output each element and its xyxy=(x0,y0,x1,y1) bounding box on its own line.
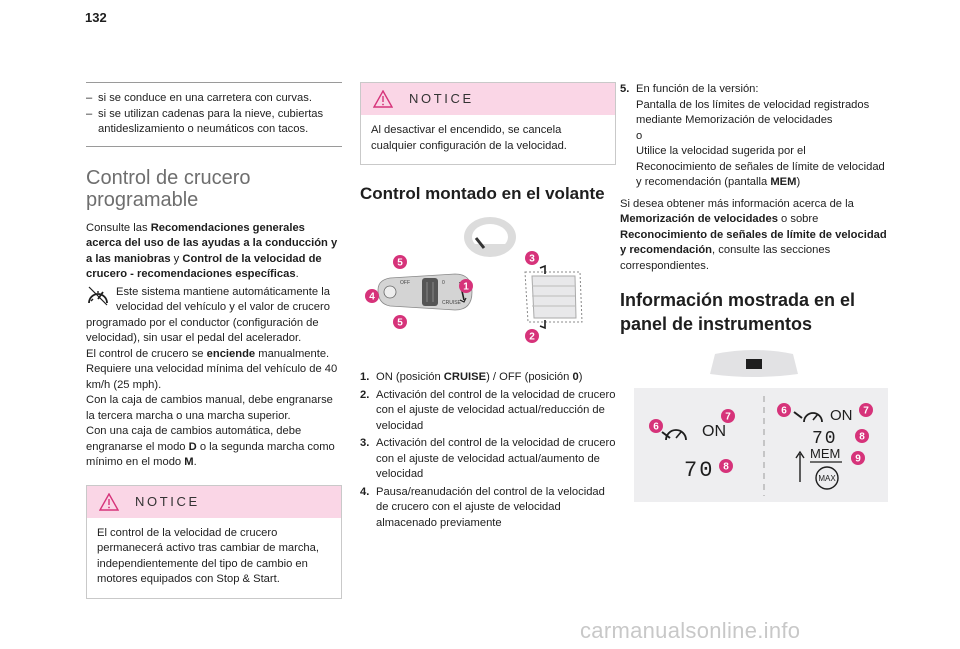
list-item: – si se utilizan cadenas para la nieve, cubiertas antideslizamiento o neumáticos con tacos. xyxy=(86,107,342,138)
callout-8-left xyxy=(719,459,733,473)
svg-text:5: 5 xyxy=(397,257,403,269)
stalk-cruise-text: CRUISE xyxy=(442,300,461,306)
paragraph: Si desea obtener más información acerca de la Memorización de velocidades o sobre Reconocimiento de señales de límite de velocidad y recomendación, consulte las secciones correspondientes. xyxy=(620,197,887,272)
notice-header xyxy=(361,83,615,115)
stalk-zero-text: 0 xyxy=(442,280,445,286)
list-item: 5. En función de la versión: Pantalla de los límites de velocidad registrados mediante Memorización de velocidades o Utilice la velocidad sugerida por el Reconocimiento de señales de límite de velocidad y recomendación (pantalla MEM) xyxy=(620,83,885,188)
instrument-display-figure xyxy=(634,388,888,502)
list-item: 1. ON (posición CRUISE) / OFF (posición 0) xyxy=(360,371,583,383)
warning-icon xyxy=(373,90,393,108)
mem-text: MEM xyxy=(810,446,841,461)
callout-9-right xyxy=(851,451,865,465)
notice-text: El control de la velocidad de crucero permanecerá activo tras cambiar de marcha, independientemente del tipo de cambio en motores equipados con Stop & Start. xyxy=(97,526,319,585)
callout-5-bottom xyxy=(393,315,407,329)
svg-text:8: 8 xyxy=(859,431,865,443)
section-heading: Control montado en el volante xyxy=(360,184,605,203)
svg-text:6: 6 xyxy=(781,405,787,417)
paragraph: Con una caja de cambios automática, debe engranarse el modo D o la segunda marcha como mínimo en el modo M. xyxy=(86,425,335,468)
steering-controls-figure xyxy=(360,212,616,362)
list-item: 2. Activación del control de la velocidad de crucero con el ajuste de velocidad actual/reducción de velocidad xyxy=(360,388,616,432)
instrument-panel-icon xyxy=(620,344,888,384)
svg-text:1: 1 xyxy=(463,281,469,293)
stalk-off-text: OFF xyxy=(400,280,410,286)
column-2 xyxy=(360,82,616,533)
notice-title: NOTICE xyxy=(135,493,200,509)
notice-header xyxy=(87,486,341,518)
svg-text:4: 4 xyxy=(369,291,375,303)
left-on-text: ON xyxy=(702,423,726,440)
steering-wheel-icon xyxy=(464,217,516,257)
stalk-side-view xyxy=(525,266,582,328)
right-on-text: ON xyxy=(830,407,853,424)
section-heading: Información mostrada en el panel de instrumentos xyxy=(620,290,856,334)
callout-2 xyxy=(525,329,539,343)
callout-4 xyxy=(365,289,379,303)
callout-7-left xyxy=(721,409,735,423)
callout-6-right xyxy=(777,403,791,417)
left-speed-text: 70 xyxy=(684,458,715,483)
section-title: Control de crucero programable xyxy=(86,166,251,211)
notice-title: NOTICE xyxy=(409,91,474,107)
bullet-list xyxy=(86,82,342,147)
cruise-control-icon xyxy=(86,285,110,307)
left-display xyxy=(662,423,726,483)
watermark: carmanualsonline.info xyxy=(580,618,801,643)
svg-text:2: 2 xyxy=(529,331,535,343)
callout-7-right xyxy=(859,403,873,417)
intro-paragraph: Consulte las Recomendaciones generales acerca del uso de las ayudas a la conducción y a las maniobras y Control de la velocidad de crucero - recomendaciones específicas. xyxy=(86,221,338,280)
notice-box xyxy=(360,82,616,165)
svg-text:3: 3 xyxy=(529,253,535,265)
numbered-list xyxy=(360,370,616,531)
right-display xyxy=(794,407,853,489)
max-text: MAX xyxy=(818,474,836,483)
list-item: – si se conduce en una carretera con curvas. xyxy=(86,91,342,107)
callout-8-right xyxy=(855,429,869,443)
callout-3 xyxy=(525,251,539,265)
list-item: 4. Pausa/reanudación del control de la velocidad de crucero con el ajuste de velocidad almacenado previamente xyxy=(360,485,605,529)
callout-1 xyxy=(459,279,473,293)
page-number: 132 xyxy=(85,10,107,25)
right-speed-text: 70 xyxy=(812,429,838,449)
svg-text:9: 9 xyxy=(855,453,861,465)
svg-text:6: 6 xyxy=(653,421,659,433)
warning-icon xyxy=(99,493,119,511)
svg-text:8: 8 xyxy=(723,461,729,473)
cruise-stalk xyxy=(378,274,472,310)
paragraph: Requiere una velocidad mínima del vehículo de 40 km/h (25 mph). xyxy=(86,363,338,391)
column-1 xyxy=(86,82,342,599)
callout-5-top xyxy=(393,255,407,269)
column-3 xyxy=(620,82,888,502)
paragraph: Con la caja de cambios manual, debe engranarse la tercera marcha o una marcha superior. xyxy=(86,394,333,422)
info-paragraph: Este sistema mantiene automáticamente la velocidad del vehículo y el valor de crucero programado por el conductor (configuración de velocidad), sin usar el pedal del acelerador. xyxy=(86,285,330,344)
notice-box xyxy=(86,485,342,599)
list-item: 3. Activación del control de la velocidad de crucero con el ajuste de velocidad actual/aumento de velocidad xyxy=(360,437,616,480)
paragraph: El control de crucero se enciende manualmente. xyxy=(86,347,330,360)
svg-text:5: 5 xyxy=(397,317,403,329)
callout-6-left xyxy=(649,419,663,433)
notice-text: Al desactivar el encendido, se cancela cualquier configuración de la velocidad. xyxy=(371,124,567,152)
svg-text:7: 7 xyxy=(863,405,869,417)
svg-text:7: 7 xyxy=(725,411,731,423)
